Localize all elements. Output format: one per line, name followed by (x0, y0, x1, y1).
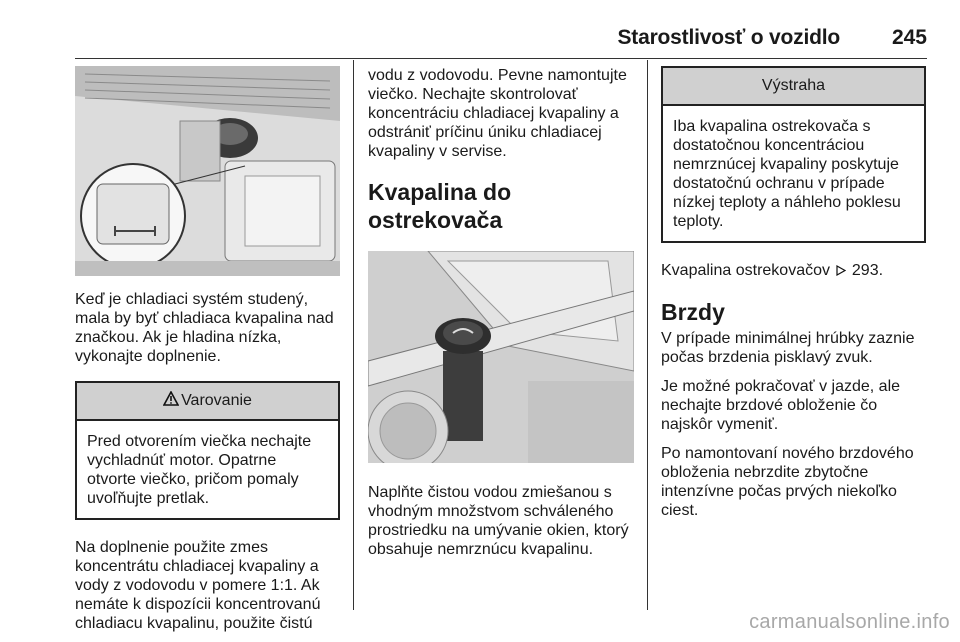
coolant-paragraph-1: Keď je chladiaci systém studený, mala by byť chladiaca kvapalina nad značkou. Ak je hladina nízka, vykonajte doplnenie. (75, 291, 334, 365)
column-1 (75, 66, 340, 633)
brakes-paragraph-3: Po namontovaní nového brzdového obloženia nebrzdite zbytočne intenzívne počas prvých niekoľko ciest. (661, 445, 914, 519)
page-reference-arrow-icon (836, 265, 846, 276)
section-heading-washer-fluid: Kvapalina do ostrekovača (368, 179, 512, 233)
warning-text: Pred otvorením viečka nechajte vychladnúť motor. Opatrne otvorte viečko, pričom pomaly uvoľňujte pretlak. (87, 433, 312, 507)
washer-reservoir-figure (368, 251, 634, 463)
coolant-paragraph-continued: vodu z vodovodu. Pevne namontujte viečko. Nechajte skontrolovať koncentráciu chladiacej kvapaliny a odstrániť príčinu úniku chladiacej kvapaliny v servise. (368, 67, 627, 160)
running-header-title: Starostlivosť o vozidlo (617, 26, 840, 49)
washer-reservoir-illustration (368, 251, 634, 463)
coolant-reservoir-illustration (75, 66, 340, 276)
caution-text: Iba kvapalina ostrekovača s dostatočnou koncentráciou nemrznúcej kvapaliny poskytuje dostatočnú ochranu v prípade nízkej teploty a náhleho poklesu teploty. (673, 118, 901, 230)
warning-box-coolant (75, 381, 340, 520)
brakes-paragraph-2: Je možné pokračovať v jazde, ale nechajte brzdové obloženie čo najskôr vymeniť. (661, 378, 901, 433)
header-rule (75, 58, 927, 59)
page-number: 245 (891, 26, 927, 49)
watermark: carmanualsonline.info (749, 611, 950, 633)
coolant-reservoir-figure (75, 66, 340, 276)
column-divider-1 (353, 60, 354, 610)
washer-paragraph: Naplňte čistou vodou zmiešanou s vhodným množstvom schváleného prostriedku na umývanie okien, ktorý obsahuje nemrznúcu kvapalinu. (368, 484, 629, 558)
column-3 (661, 66, 926, 520)
section-heading-brakes: Brzdy (661, 299, 725, 325)
warning-header (77, 383, 338, 421)
caution-box-washer (661, 66, 926, 243)
brakes-paragraph-1: V prípade minimálnej hrúbky zaznie počas brzdenia pisklavý zvuk. (661, 330, 915, 366)
column-divider-2 (647, 60, 648, 610)
coolant-paragraph-2: Na doplnenie použite zmes koncentrátu chladiacej kvapaliny a vody z vodovodu v pomere 1:1. Ak nemáte k dispozícii koncentrovanú chladiacu kvapalinu, použite čistú (75, 539, 321, 632)
warning-triangle-icon (163, 391, 179, 406)
cross-reference-text: Kvapalina ostrekovačov (661, 262, 830, 279)
warning-title: Varovanie (181, 392, 252, 409)
cross-reference-page: 293. (851, 262, 884, 279)
cross-reference (661, 261, 926, 280)
column-2 (368, 66, 634, 559)
caution-header: Výstraha (663, 68, 924, 106)
